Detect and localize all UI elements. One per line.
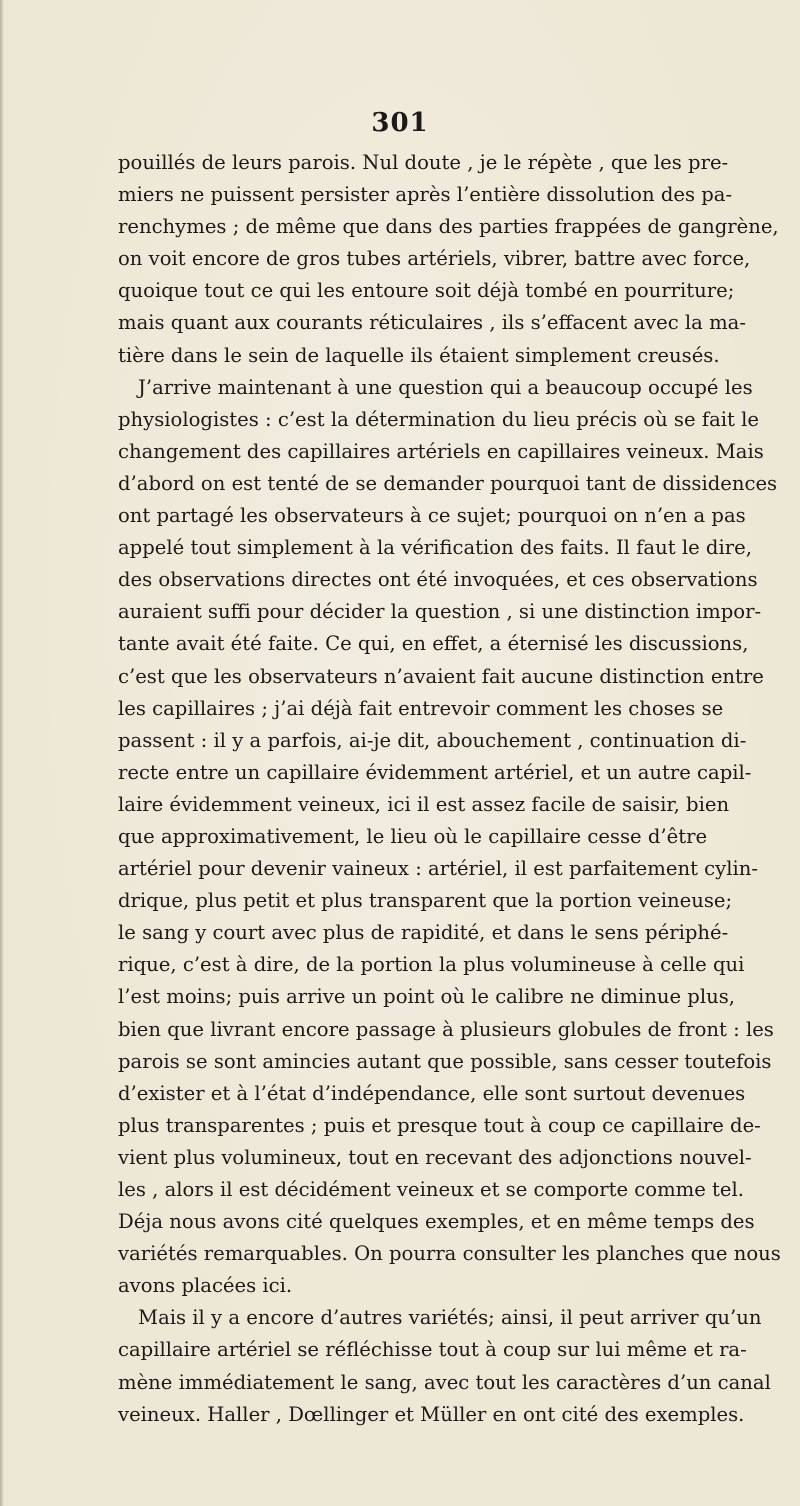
text-line: mène immédiatement le sang, avec tout les caractères d’un canal xyxy=(118,1370,771,1394)
text-line: d’exister et à l’état d’indépendance, elle sont surtout devenues xyxy=(118,1081,746,1105)
text-line: quoique tout ce qui les entoure soit déjà tombé en pourriture; xyxy=(118,279,735,303)
text-line: l’est moins; puis arrive un point où le calibre ne diminue plus, xyxy=(118,985,736,1009)
page-number: 301 xyxy=(371,108,429,138)
body-text xyxy=(118,147,781,1431)
text-line: tière dans le sein de laquelle ils étaient simplement creusés. xyxy=(118,343,720,367)
text-line: on voit encore de gros tubes artériels, vibrer, battre avec force, xyxy=(118,247,751,271)
text-line: miers ne puissent persister après l’entière dissolution des pa- xyxy=(118,183,733,207)
text-line: J’arrive maintenant à une question qui a beaucoup occupé les xyxy=(138,375,753,399)
text-line: passent : il y a parfois, ai-je dit, abouchement , continuation di- xyxy=(118,728,747,752)
text-line: tante avait été faite. Ce qui, en effet, a éternisé les discussions, xyxy=(118,632,749,656)
text-line: physiologistes : c’est la détermination du lieu précis où se fait le xyxy=(118,407,759,431)
text-line: vient plus volumineux, tout en recevant des adjonctions nouvel- xyxy=(118,1145,752,1169)
text-line: appelé tout simplement à la vérification des faits. Il faut le dire, xyxy=(118,536,752,560)
text-line: rique, c’est à dire, de la portion la plus volumineuse à celle qui xyxy=(118,953,745,977)
text-line: les , alors il est décidément veineux et se comporte comme tel. xyxy=(118,1178,745,1201)
text-line: auraient suffi pour décider la question , si une distinction impor- xyxy=(118,600,762,624)
text-line: ont partagé les observateurs à ce sujet; pourquoi on n’en a pas xyxy=(118,504,746,528)
text-line: les capillaires ; j’ai déjà fait entrevoir comment les choses se xyxy=(118,696,724,720)
page-edge-shadow xyxy=(0,0,4,1506)
text-line: c’est que les observateurs n’avaient fait aucune distinction entre xyxy=(118,664,764,688)
text-line: Déja nous avons cité quelques exemples, et en même temps des xyxy=(118,1210,755,1234)
text-line: pouillés de leurs parois. Nul doute , je le répète , que les pre- xyxy=(118,151,729,174)
text-line: bien que livrant encore passage à plusieurs globules de front : les xyxy=(118,1017,774,1041)
text-line: renchymes ; de même que dans des parties frappées de gangrène, xyxy=(118,215,779,239)
text-line: veineux. Haller , Dœllinger et Müller en ont cité des exemples. xyxy=(118,1402,745,1426)
text-line: changement des capillaires artériels en capillaires veineux. Mais xyxy=(118,439,764,463)
text-line: parois se sont amincies autant que possible, sans cesser toutefois xyxy=(118,1049,772,1073)
text-line: que approximativement, le lieu où le capillaire cesse d’être xyxy=(118,824,708,848)
text-line: des observations directes ont été invoquées, et ces observations xyxy=(118,568,758,592)
text-line: Mais il y a encore d’autres variétés; ainsi, il peut arriver qu’un xyxy=(138,1306,762,1330)
text-line: drique, plus petit et plus transparent que la portion veineuse; xyxy=(118,889,733,913)
text-line: capillaire artériel se réfléchisse tout à coup sur lui même et ra- xyxy=(118,1338,747,1362)
text-line: variétés remarquables. On pourra consulter les planches que nous xyxy=(118,1242,781,1266)
text-line: laire évidemment veineux, ici il est assez facile de saisir, bien xyxy=(118,792,730,816)
text-line: d’abord on est tenté de se demander pourquoi tant de dissidences xyxy=(118,471,778,495)
text-line: recte entre un capillaire évidemment artériel, et un autre capil- xyxy=(118,760,752,784)
text-line: avons placées ici. xyxy=(118,1274,293,1298)
text-line: mais quant aux courants réticulaires , ils s’effacent avec la ma- xyxy=(118,311,746,335)
text-line: plus transparentes ; puis et presque tout à coup ce capillaire de- xyxy=(118,1113,761,1137)
text-line: le sang y court avec plus de rapidité, et dans le sens périphé- xyxy=(118,921,729,945)
text-line: artériel pour devenir vaineux : artériel, il est parfaitement cylin- xyxy=(118,857,758,881)
